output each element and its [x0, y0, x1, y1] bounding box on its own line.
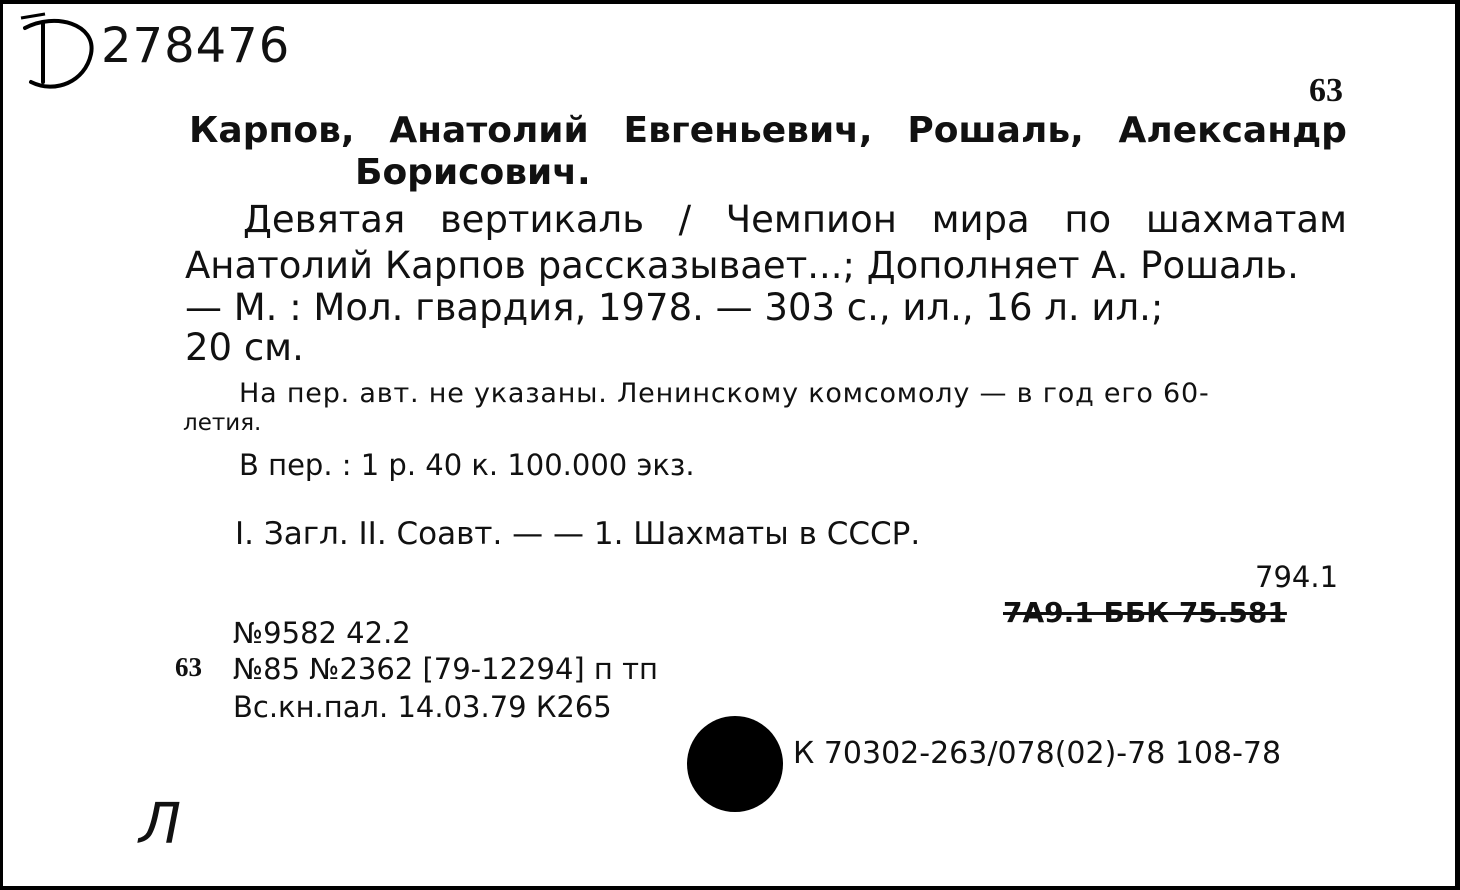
punch-hole	[687, 716, 783, 812]
author-word: Карпов,	[189, 110, 355, 151]
page-number: 63	[1309, 72, 1343, 109]
author-line-2: Борисович.	[355, 152, 591, 193]
author-word: Анатолий	[389, 110, 589, 151]
title-word: Девятая	[243, 198, 406, 241]
record-2: №85 №2362 [79-12294] п тп	[233, 652, 658, 686]
tracings: I. Загл. II. Соавт. — — 1. Шахматы в СССР.	[235, 516, 921, 552]
title-line-4: 20 см.	[185, 326, 304, 369]
title-word: шахматам	[1145, 198, 1347, 241]
k-code: К 70302-263/078(02)-78 108-78	[793, 736, 1282, 771]
title-line-2: Анатолий Карпов рассказывает...; Дополняет А. Рошаль.	[185, 244, 1299, 287]
old-class-strikethrough: 7А9.1 ББК 75.581	[1003, 596, 1287, 629]
class-number: 794.1	[1255, 560, 1339, 594]
author-word: Рошаль,	[907, 110, 1084, 151]
title-word: /	[678, 198, 692, 241]
title-line-3: — М. : Мол. гвардия, 1978. — 303 с., ил., 16 л. ил.;	[185, 286, 1164, 329]
title-word: вертикаль	[439, 198, 645, 241]
title-line-1	[243, 198, 1347, 241]
title-word: Чемпион	[725, 198, 897, 241]
corner-handwritten-mark: Л	[139, 792, 182, 857]
record-3: Вс.кн.пал. 14.03.79 К265	[233, 690, 612, 724]
record-1: №9582 42.2	[233, 616, 411, 650]
note-line-1: На пер. авт. не указаны. Ленинскому комсомолу — в год его 60-	[239, 378, 1210, 409]
author-line	[189, 110, 1347, 151]
handwritten-number: 278476	[101, 18, 291, 74]
record-2-prefix: 63	[175, 652, 202, 682]
author-word: Александр	[1118, 110, 1347, 151]
handwritten-d-mark	[15, 10, 103, 96]
title-word: по	[1064, 198, 1112, 241]
note-line-2: летия.	[183, 410, 262, 436]
author-word: Евгеньевич,	[623, 110, 873, 151]
title-word: мира	[931, 198, 1030, 241]
price-line: В пер. : 1 р. 40 к. 100.000 экз.	[239, 448, 695, 482]
